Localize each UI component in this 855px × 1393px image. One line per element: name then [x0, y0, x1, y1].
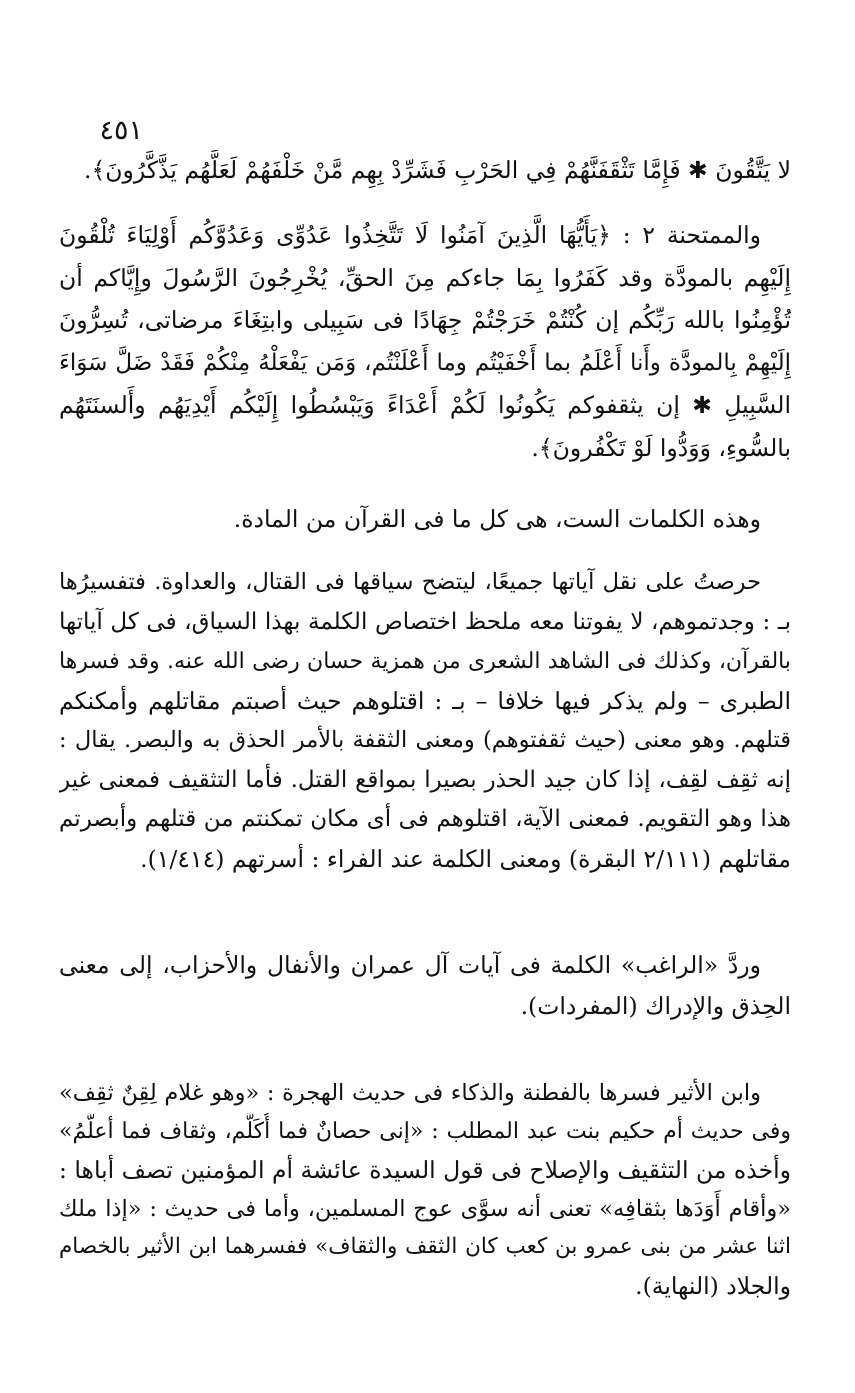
text-line: الطبرى – ولم يذكر فيها خلافا – بـ : اقتلوهم حيث أصبتم مقاتلهم وأمكنكم — [59, 686, 791, 715]
tabari-commentary-paragraph — [59, 563, 791, 879]
text-line: قتلهم. وهو معنى (حيث ثقفتوهم) ومعنى الثقفة بالأمر الحذق به والبصر. يقال : — [59, 727, 791, 753]
raghib-paragraph — [59, 945, 791, 1027]
text-line: وردَّ «الراغب» الكلمة فى آيات آل عمران والأنفال والأحزاب، إلى معنى — [59, 951, 761, 979]
page-number: ٤٥١ — [99, 115, 143, 146]
text-line: هذا وهو التقويم. فمعنى الآية، اقتلوهم فى أى مكان تمكنتم من قتلهم وأبصرتم — [59, 806, 791, 832]
text-line: بالقرآن، وكذلك فى الشاهد الشعرى من همزية حسان رضى الله عنه. وقد فسرها — [59, 649, 791, 674]
text-line: حرصتُ على نقل آياتها جميعًا، ليتضح سياقها فى القتال، والعداوة. فتفسيرُها — [59, 569, 761, 595]
text-line: إِلَيْهِمْ بِالمودَّة وأَنا أَعْلَمُ بما أَخْفَيْتُم وما أَعْلَنْتُم، وَمَن يَفْعَلْهُ مِنْكُمْ فَقَدْ ضَلَّ سَوَاءَ — [59, 349, 791, 376]
text-line: مقاتلهم (٢/١١١ البقرة) ومعنى الكلمة عند الفراء : أسرتهم (١/٤١٤). — [140, 844, 791, 873]
text-line: وأخذه من التثقيف والإصلاح فى قول السيدة عائشة أم المؤمنين تصف أباها : — [59, 1156, 791, 1184]
text-line: تُؤْمِنُوا بالله رَبِّكُم إن كُنْتُمْ خَرَجْتُمْ جِهَادًا فى سَبِيلى وابتِغَاءَ مرضاتى، تُسِرُّونَ — [59, 306, 791, 334]
text-line: بالسُّوءِ، وَوَدُّوا لَوْ تَكْفُرونَ﴾. — [531, 433, 791, 462]
text-line: لا يَتَّقُونَ ✱ فَإِمَّا تَثْقَفَنَّهُمْ فِي الحَرْبِ فَشَرِّدْ بِهِم مَّنْ خَلْفَهُمْ لَعَلَّهُم يَذَّكَّرُونَ﴾. — [84, 156, 791, 184]
text-line: والممتحنة ٢ : ﴿يَأَيُّهَا الَّذِينَ آمَنُوا لَا تَتَّخِذُوا عَدُوِّى وَعَدُوَّكُم أَوْلِيَاءَ تُلْقُونَ — [59, 221, 761, 249]
text-line: وفى حديث أم حكيم بنت عبد المطلب : «إنى حصانٌ فما أُكَلَّم، وثقاف فما أعلَّمُ» — [59, 1118, 791, 1144]
text-line: إِلَيْهِم بالمودَّة وقد كَفَرُوا بِمَا جاءكم مِنَ الحقِّ، يُخْرِجُونَ الرَّسُولَ وإِيَّاكم أن — [59, 263, 791, 292]
text-line: بـ : وجدتموهم، لا يفوتنا معه ملحظ اختصاص الكلمة بهذا السياق، فى كل آياتها — [59, 608, 791, 635]
text-line: الحِذق والإدراك (المفردات). — [520, 992, 791, 1020]
text-line: والجلاد (النهاية). — [635, 1271, 791, 1300]
verse-continuation — [59, 150, 791, 190]
text-line: وهذه الكلمات الست، هى كل ما فى القرآن من المادة. — [233, 505, 761, 533]
mumtahana-verse-paragraph — [59, 214, 791, 469]
text-line: «وأقام أَوَدَها بثقافِه» تعنى أنه سوَّى عوج المسلمين، وأما فى حديث : «إذا ملك — [59, 1195, 791, 1222]
text-line: السَّبِيلِ ✱ إن يثقفوكم يَكُونُوا لَكُمْ أَعْدَاءً وَيَبْسُطُوا إِلَيْكُم أَيْدِيَهُم وأَلسنَتَهُم — [59, 391, 791, 419]
text-line: اثنا عشر من بنى عمرو بن كعب كان الثقف والثقاف» ففسرهما ابن الأثير بالخصام — [59, 1234, 791, 1259]
six-words-paragraph — [59, 500, 791, 538]
text-line: إنه ثقِف لقِف، إذا كان جيد الحذر بصيرا بمواقع القتل. فأما التثقيف فمعنى غير — [59, 766, 791, 793]
text-line: وابن الأثير فسرها بالفطنة والذكاء فى حديث الهجرة : «وهو غلام لِقِنٌ ثقِف» — [59, 1080, 761, 1106]
ibn-athir-paragraph — [59, 1074, 791, 1305]
